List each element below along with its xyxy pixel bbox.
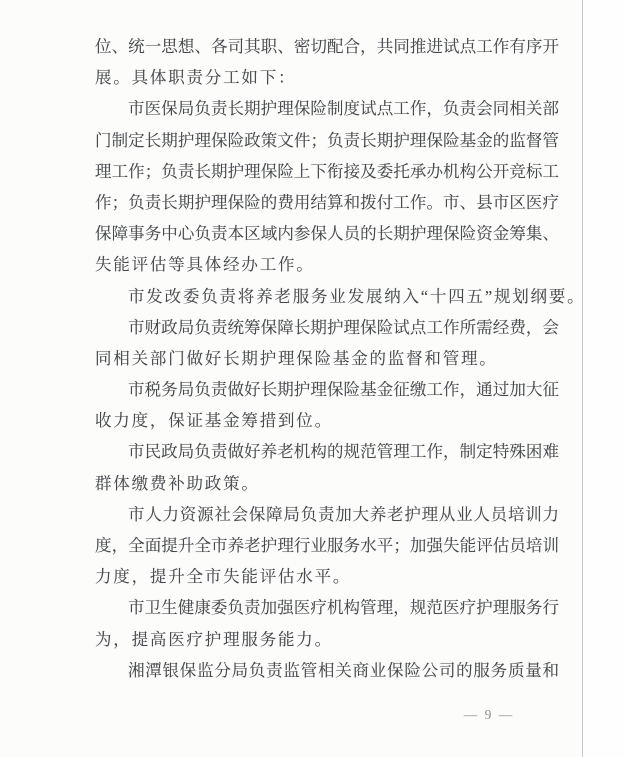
text-line: 作；负责长期护理保险的费用结算和拨付工作。市、县市区医疗 xyxy=(95,192,559,212)
text-line: 门制定长期护理保险政策文件；负责长期护理保险基金的监督管 xyxy=(95,130,559,150)
text-line: 市税务局负责做好长期护理保险基金征缴工作，通过加大征 xyxy=(128,380,559,400)
text-line: 力度，提升全市失能评估水平。 xyxy=(95,567,352,587)
body-text xyxy=(95,31,586,686)
text-line: 市医保局负责长期护理保险制度试点工作，负责会同相关部 xyxy=(128,99,559,119)
text-line: 市财政局负责统筹保障长期护理保险试点工作所需经费，会 xyxy=(128,317,559,337)
text-line: 群体缴费补助政策。 xyxy=(95,473,260,493)
text-line: 度，全面提升全市养老护理行业服务水平；加强失能评估员培训 xyxy=(95,536,559,555)
text-line: 收力度，保证基金筹措到位。 xyxy=(95,411,333,431)
text-line: 理工作；负责长期护理保险上下衔接及委托承办机构公开竞标工 xyxy=(95,161,559,181)
text-line: 湘潭银保监分局负责监管相关商业保险公司的服务质量和 xyxy=(128,660,559,680)
text-line: 失能评估等具体经办工作。 xyxy=(95,255,315,275)
text-line: 市人力资源社会保障局负责加大养老护理从业人员培训力 xyxy=(128,504,559,524)
text-line: 为，提高医疗护理服务能力。 xyxy=(95,629,333,649)
text-line: 保障事务中心负责本区域内参保人员的长期护理保险资金筹集、 xyxy=(95,224,559,244)
page-edge-line xyxy=(582,0,583,757)
text-line: 市卫生健康委负责加强医疗机构管理，规范医疗护理服务行 xyxy=(128,598,559,618)
page-number: — 9 — xyxy=(463,707,515,722)
text-line: 同相关部门做好长期护理保险基金的监督和管理。 xyxy=(95,348,498,368)
page-edge-strip xyxy=(583,0,626,757)
text-line: 位、统一思想、各司其职、密切配合，共同推进试点工作有序开 xyxy=(95,37,559,56)
text-line: 市发改委负责将养老服务业发展纳入“十四五”规划纲要。 xyxy=(128,286,586,306)
text-line: 市民政局负责做好养老机构的规范管理工作，制定特殊困难 xyxy=(128,442,559,462)
text-line: 展。具体职责分工如下： xyxy=(95,68,297,88)
